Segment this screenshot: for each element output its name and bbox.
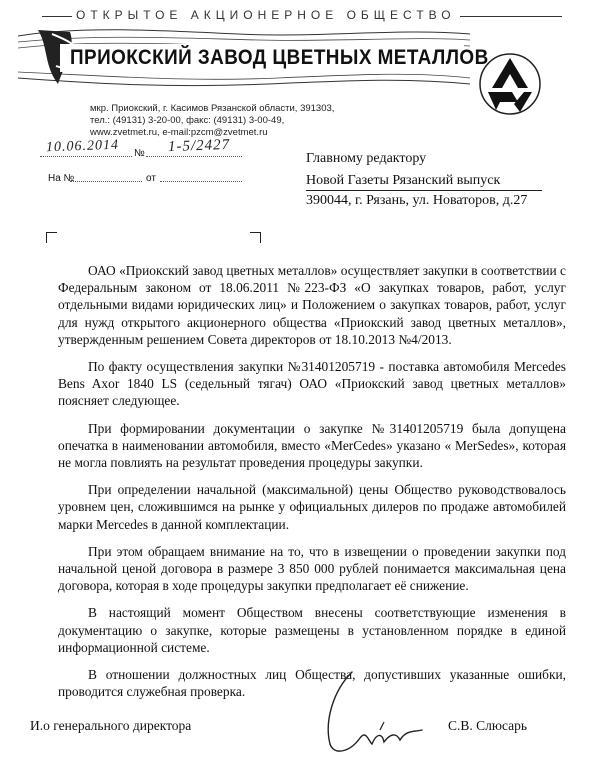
number-label: № bbox=[134, 148, 145, 159]
recipient-address: 390044, г. Рязань, ул. Новаторов, д.27 bbox=[306, 193, 528, 208]
body-paragraph: При этом обращаем внимание на то, что в извещении о проведении закупки под начальной ценой договора в размере 3 850 000 рублей понимается максимальная цена договора, которая в ходе процедуры закупки предполагает её снижение. bbox=[58, 543, 566, 594]
company-name: ПРИОКСКИЙ ЗАВОД ЦВЕТНЫХ МЕТАЛЛОВ bbox=[70, 46, 489, 69]
company-phones: тел.: (49131) 3-20-00, факс: (49131) 3-00-49, bbox=[90, 115, 285, 126]
reply-number-field-line bbox=[70, 167, 142, 182]
body-paragraph: В настоящий момент Обществом внесены соответствующие изменения в документацию о закупке, которые размещены в установленном порядке в единой информационной системе. bbox=[58, 605, 566, 655]
signer-title: И.о генерального директора bbox=[30, 718, 192, 733]
reply-to-number-label: На № bbox=[48, 173, 75, 184]
reply-date-field-line bbox=[160, 167, 242, 182]
subject-corner-mark-right bbox=[250, 232, 261, 243]
signer-name: С.В. Слюсарь bbox=[448, 718, 528, 733]
company-type-text: ОТКРЫТОЕ АКЦИОНЕРНОЕ ОБЩЕСТВО bbox=[72, 8, 460, 22]
reply-date-label: от bbox=[146, 173, 156, 184]
recipient-underline bbox=[306, 190, 542, 191]
company-address: мкр. Приокский, г. Касимов Рязанской области, 391303, bbox=[90, 103, 335, 114]
body-paragraph: При формировании документации о закупке №31401205719 была допущена опечатка в наименовании автомобиля, вместо «MerCedes» указано « MerSedes», которая не могла повлиять на результат проведения процедуры закупки. bbox=[58, 420, 566, 471]
subject-corner-mark-left bbox=[46, 232, 57, 243]
company-logo-icon bbox=[478, 52, 542, 116]
company-web-email: www.zvetmet.ru, e-mail:pzcm@zvetmet.ru bbox=[90, 127, 268, 138]
handwritten-number: 1-5/2427 bbox=[167, 136, 231, 156]
body-paragraph: По факту осуществления закупки №31401205719 - поставка автомобиля Mercedes Bens Axor 1840 LS (седельный тягач) ОАО «Приокский завод цветных металлов» поясняет следующее. bbox=[58, 359, 566, 409]
handwritten-signature bbox=[310, 660, 440, 760]
letter-body bbox=[58, 262, 566, 710]
body-paragraph: ОАО «Приокский завод цветных металлов» осуществляет закупки в соответствии с Федеральным законом от 18.06.2011 №223-ФЗ «О закупках товаров, работ, услуг отдельными видами юридических лиц» и Положением о закупках товаров, работ, услуг для нужд открытого акционерного общества «Приокский завод цветных металлов», утвержденным решением Совета директоров от 18.10.2013 №4/2013. bbox=[58, 263, 566, 347]
handwritten-date: 10.06.2014 bbox=[45, 137, 120, 156]
recipient-organization: Новой Газеты Рязанский выпуск bbox=[306, 173, 501, 188]
body-paragraph: В отношении должностных лиц Общества, допустивших указанные ошибки, проводится служебная проверка. bbox=[58, 667, 566, 700]
recipient-position: Главному редактору bbox=[306, 151, 427, 166]
body-paragraph: При определении начальной (максимальной) цены Общество руководствовалось уровнем цен, сложившимся на рынке у официальных дилеров по продаже автомобилей марки Mercedes в данной комплектации. bbox=[58, 482, 566, 532]
